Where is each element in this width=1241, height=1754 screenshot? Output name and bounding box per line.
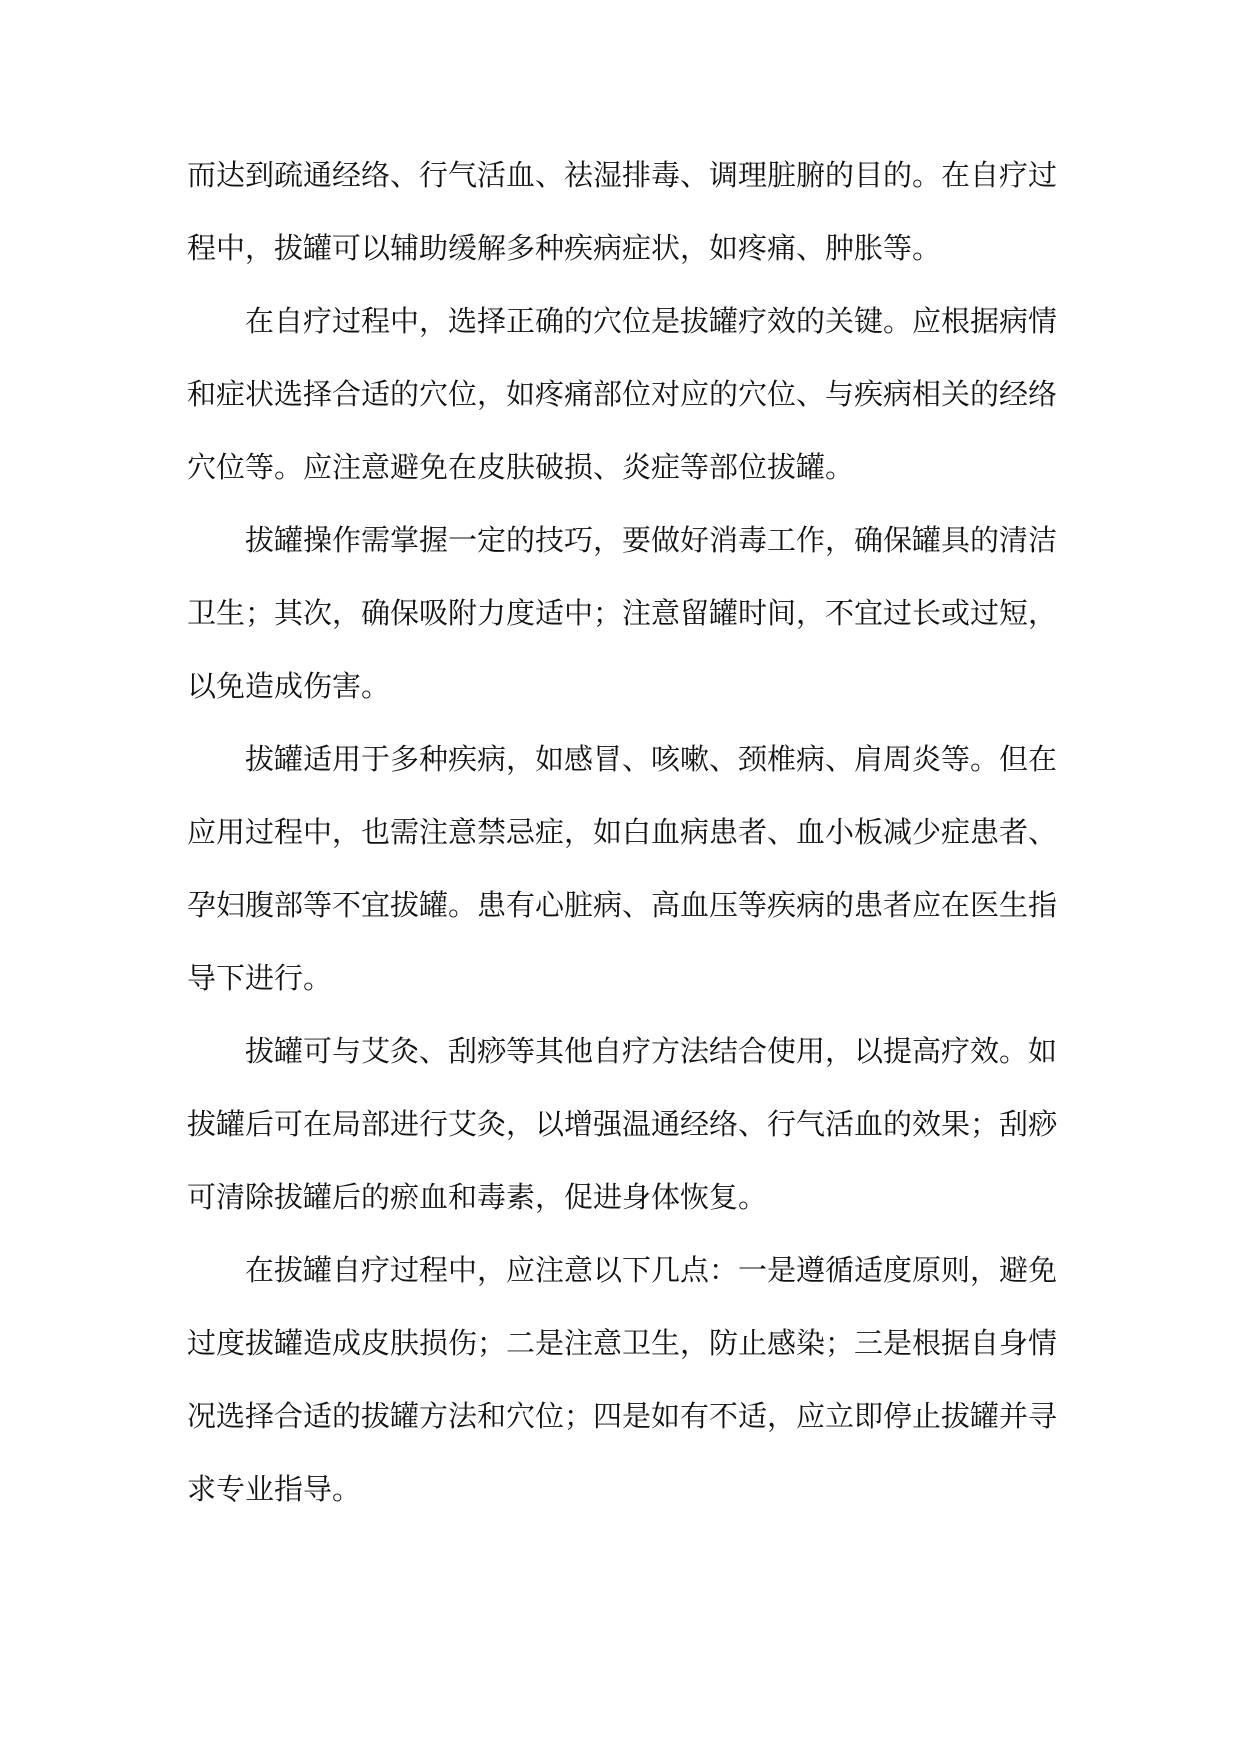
document-body	[187, 139, 1057, 1526]
paragraph-6: 在拔罐自疗过程中，应注意以下几点：一是遵循适度原则，避免过度拔罐造成皮肤损伤；二是注意卫生，防止感染；三是根据自身情况选择合适的拔罐方法和穴位；四是如有不适，应立即停止拔罐并寻求专业指导。	[187, 1253, 1058, 1506]
paragraph-1: 而达到疏通经络、行气活血、祛湿排毒、调理脏腑的目的。在自疗过程中，拔罐可以辅助缓解多种疾病症状，如疼痛、肿胀等。	[187, 158, 1058, 265]
paragraph-4: 拔罐适用于多种疾病，如感冒、咳嗽、颈椎病、肩周炎等。但在应用过程中，也需注意禁忌症，如白血病患者、血小板减少症患者、孕妇腹部等不宜拔罐。患有心脏病、高血压等疾病的患者应在医生指导下进行。	[187, 742, 1058, 995]
paragraph-3: 拔罐操作需掌握一定的技巧，要做好消毒工作，确保罐具的清洁卫生；其次，确保吸附力度适中；注意留罐时间，不宜过长或过短，以免造成伤害。	[187, 523, 1058, 703]
paragraph-2: 在自疗过程中，选择正确的穴位是拔罐疗效的关键。应根据病情和症状选择合适的穴位，如疼痛部位对应的穴位、与疾病相关的经络穴位等。应注意避免在皮肤破损、炎症等部位拔罐。	[187, 304, 1058, 484]
paragraph-5: 拔罐可与艾灸、刮痧等其他自疗方法结合使用，以提高疗效。如拔罐后可在局部进行艾灸，以增强温通经络、行气活血的效果；刮痧可清除拔罐后的瘀血和毒素，促进身体恢复。	[187, 1034, 1058, 1214]
